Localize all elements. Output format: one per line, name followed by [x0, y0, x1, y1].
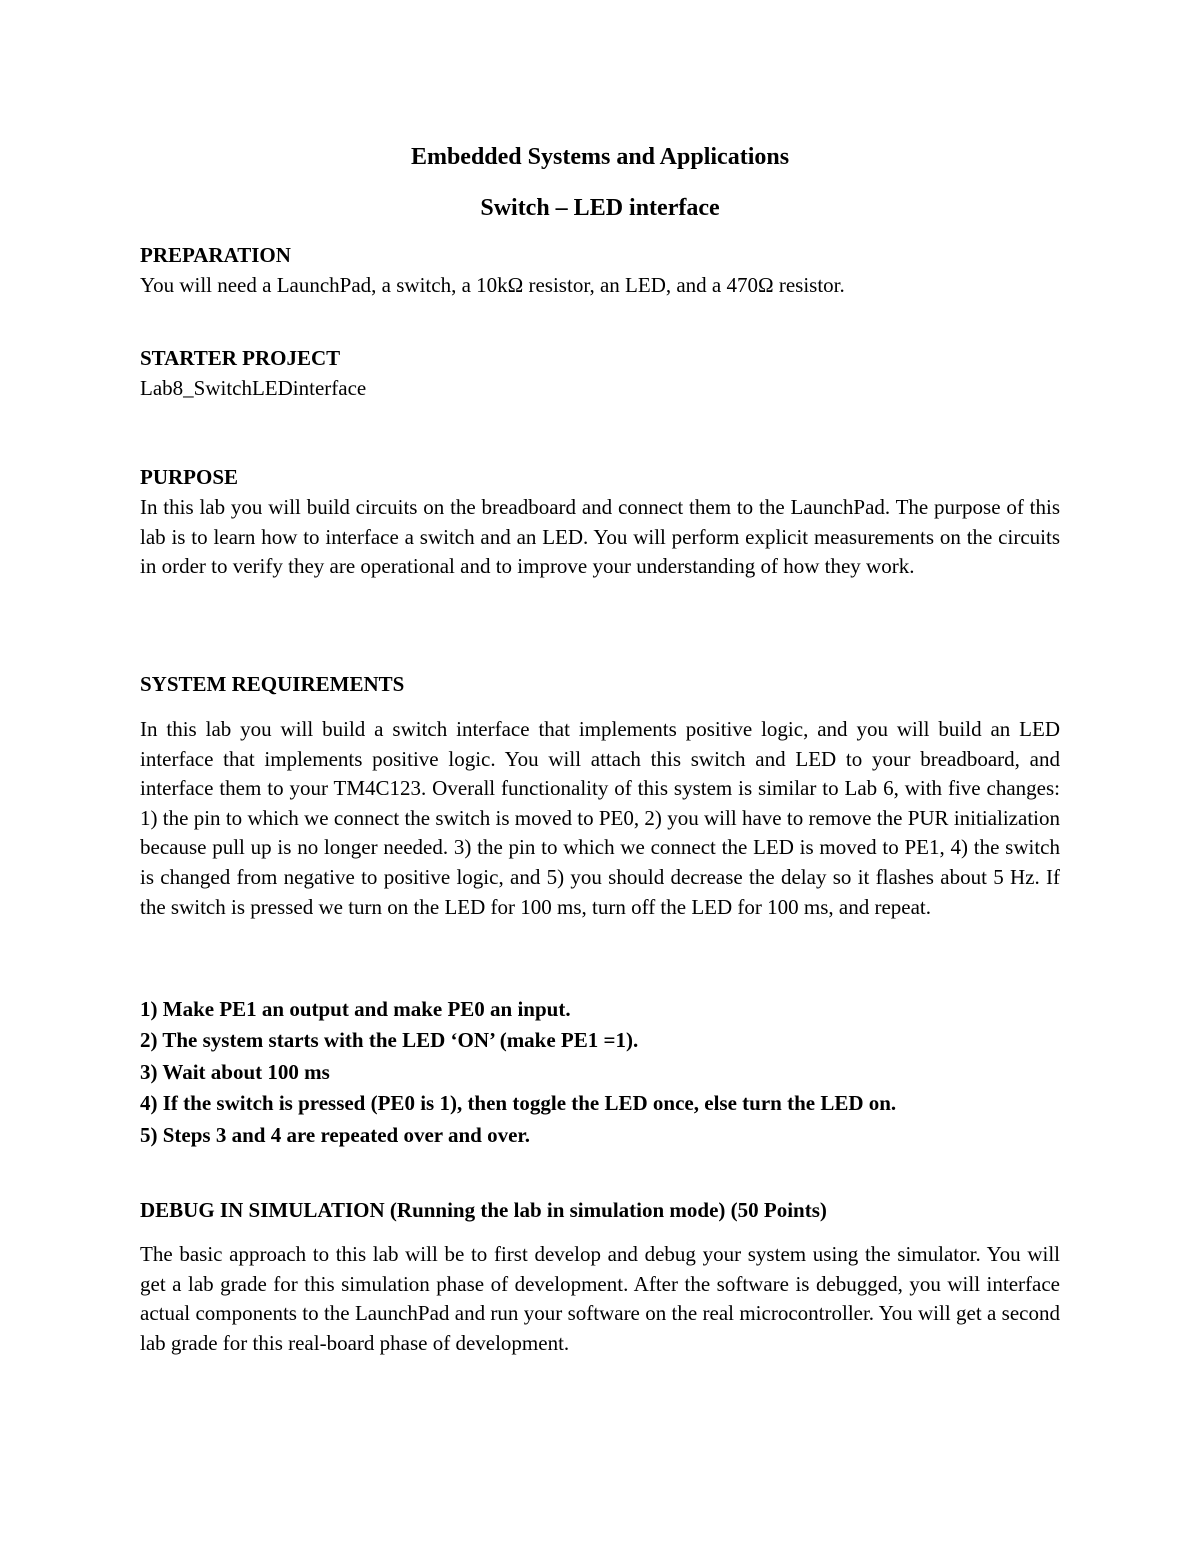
list-item: 1) Make PE1 an output and make PE0 an input.: [140, 997, 571, 1021]
list-item: 4) If the switch is pressed (PE0 is 1), then toggle the LED once, else turn the LED on.: [140, 1091, 897, 1116]
list-item: 3) Wait about 100 ms: [140, 1059, 330, 1084]
debug-heading-title: DEBUG IN SIMULATION: [140, 1198, 385, 1222]
purpose-heading: PURPOSE: [140, 465, 239, 489]
starter-project-text: Lab8_SwitchLEDinterface: [140, 376, 367, 400]
list-item: 5) Steps 3 and 4 are repeated over and over.: [140, 1122, 531, 1147]
system-requirements-text: In this lab you will build a switch interface that implements positive logic, and you will build an LED interface that implements positive logic. You will attach this switch and LED to your breadboard, and interface them to your TM4C123. Overall functionality of this system is similar to Lab 6, with five changes: 1) the pin to which we connect the switch is moved to PE0, 2) you will have to remove the PUR initialization because pull up is no longer needed. 3) the pin to which we connect the LED is moved to PE1, 4) the switch is changed from negative to positive logic, and 5) you should decrease the delay so it flashes about 5 Hz. If the switch is pressed we turn on the LED for 100 ms, turn off the LED for 100 ms, and repeat.: [140, 717, 1060, 919]
document-title: Embedded Systems and Applications: [410, 144, 790, 170]
preparation-text: You will need a LaunchPad, a switch, a 10kΩ resistor, an LED, and a 470Ω resistor.: [140, 273, 845, 297]
debug-text: The basic approach to this lab will be to first develop and debug your system using the simulator. You will get a lab grade for this simulation phase of development. After the software is debugged, you will interface actual components to the LaunchPad and run your software on the real microcontroller. You will get a second lab grade for this real-board phase of development.: [140, 1242, 1060, 1355]
debug-heading: [140, 1196, 1060, 1224]
starter-project-heading: STARTER PROJECT: [140, 346, 341, 370]
document-subtitle: Switch – LED interface: [480, 195, 720, 221]
debug-heading-note: (Running the lab in simulation mode) (50 Points): [384, 1198, 827, 1222]
system-requirements-heading: SYSTEM REQUIREMENTS: [140, 672, 405, 696]
list-item: 2) The system starts with the LED ‘ON’ (make PE1 =1).: [140, 1028, 639, 1053]
preparation-heading: PREPARATION: [140, 243, 291, 267]
purpose-text: In this lab you will build circuits on the breadboard and connect them to the LaunchPad. The purpose of this lab is to learn how to interface a switch and an LED. You will perform explicit measurements on the circuits in order to verify they are operational and to improve your understanding of how they work.: [140, 495, 1060, 579]
steps-list: [140, 994, 1060, 1151]
